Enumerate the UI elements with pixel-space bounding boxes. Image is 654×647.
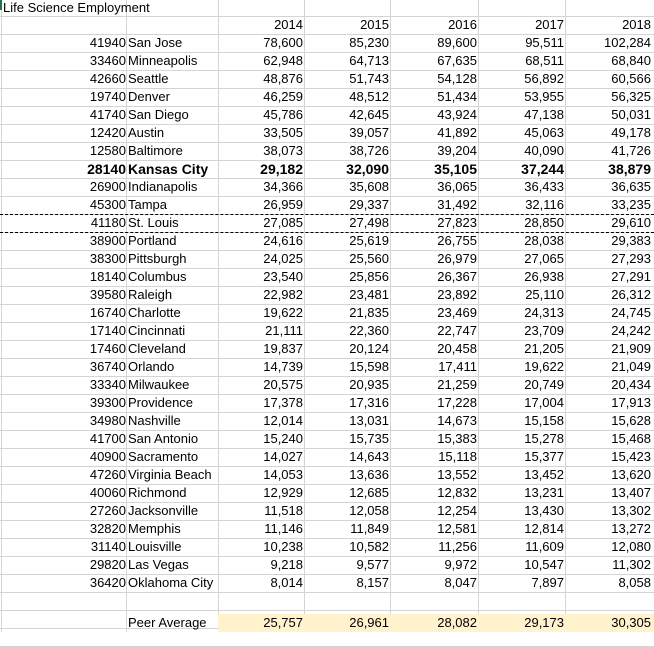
employment-value[interactable]: 95,511 xyxy=(525,35,564,50)
employment-value[interactable]: 15,118 xyxy=(438,449,477,464)
employment-value[interactable]: 56,325 xyxy=(611,89,651,104)
employment-value[interactable]: 12,080 xyxy=(611,539,651,554)
employment-value[interactable]: 51,434 xyxy=(437,89,477,104)
employment-value[interactable]: 26,312 xyxy=(611,287,651,302)
year-header[interactable]: 2018 xyxy=(622,17,651,32)
metro-code[interactable]: 26900 xyxy=(89,179,126,194)
metro-name[interactable]: Las Vegas xyxy=(128,557,189,572)
table-row xyxy=(0,88,654,106)
employment-value[interactable]: 9,218 xyxy=(270,557,303,572)
employment-value[interactable]: 14,027 xyxy=(263,449,303,464)
metro-code[interactable]: 31140 xyxy=(90,539,126,554)
metro-code[interactable]: 42660 xyxy=(89,71,126,86)
employment-value[interactable]: 21,259 xyxy=(437,377,477,392)
employment-value[interactable]: 25,560 xyxy=(349,251,389,266)
employment-value[interactable]: 68,511 xyxy=(525,53,564,68)
employment-value[interactable]: 41,726 xyxy=(611,143,651,158)
employment-value[interactable]: 15,383 xyxy=(437,431,477,446)
metro-name[interactable]: Orlando xyxy=(128,359,175,374)
employment-value[interactable]: 48,876 xyxy=(263,71,303,86)
employment-value[interactable]: 21,909 xyxy=(611,341,651,356)
employment-value[interactable]: 67,635 xyxy=(437,53,477,68)
employment-value[interactable]: 27,293 xyxy=(611,251,651,266)
metro-code[interactable]: 38300 xyxy=(89,251,126,266)
average-value[interactable]: 26,961 xyxy=(349,615,389,630)
employment-value[interactable]: 39,057 xyxy=(349,125,389,140)
employment-value[interactable]: 26,938 xyxy=(524,269,564,284)
metro-name[interactable]: Minneapolis xyxy=(128,53,198,68)
average-value[interactable]: 29,173 xyxy=(524,615,564,630)
header-row xyxy=(0,16,654,34)
average-value[interactable]: 30,305 xyxy=(611,615,651,630)
metro-code[interactable]: 45300 xyxy=(89,197,126,212)
dashed-divider xyxy=(0,214,654,215)
employment-value[interactable]: 48,512 xyxy=(349,89,389,104)
employment-value[interactable]: 37,244 xyxy=(521,161,564,177)
sheet-title[interactable]: Life Science Employment xyxy=(3,0,150,15)
employment-value[interactable]: 19,622 xyxy=(524,359,564,374)
metro-code[interactable]: 17460 xyxy=(89,341,126,356)
employment-value[interactable]: 34,366 xyxy=(263,179,303,194)
employment-value[interactable]: 50,031 xyxy=(611,107,651,122)
employment-value[interactable]: 8,047 xyxy=(444,575,477,590)
employment-value[interactable]: 68,840 xyxy=(611,53,651,68)
metro-name[interactable]: Virginia Beach xyxy=(128,467,212,482)
employment-value[interactable]: 27,291 xyxy=(611,269,651,284)
employment-value[interactable]: 35,105 xyxy=(434,161,477,177)
employment-value[interactable]: 11,146 xyxy=(264,521,303,536)
employment-value[interactable]: 11,302 xyxy=(612,557,651,572)
table-row xyxy=(0,304,654,322)
employment-value[interactable]: 8,157 xyxy=(356,575,389,590)
employment-value[interactable]: 22,360 xyxy=(349,323,389,338)
employment-value[interactable]: 14,643 xyxy=(349,449,389,464)
employment-value[interactable]: 26,755 xyxy=(437,233,477,248)
table-row xyxy=(0,322,654,340)
employment-value[interactable]: 13,272 xyxy=(611,521,651,536)
employment-value[interactable]: 25,619 xyxy=(349,233,389,248)
employment-value[interactable]: 24,025 xyxy=(263,251,303,266)
employment-value[interactable]: 29,610 xyxy=(611,215,651,230)
employment-value[interactable]: 53,955 xyxy=(524,89,564,104)
metro-name[interactable]: Oklahoma City xyxy=(128,575,214,590)
table-row xyxy=(0,340,654,358)
dashed-divider xyxy=(0,232,654,233)
employment-value[interactable]: 20,124 xyxy=(349,341,389,356)
year-header[interactable]: 2015 xyxy=(360,17,389,32)
table-row xyxy=(0,196,654,214)
employment-value[interactable]: 25,856 xyxy=(349,269,389,284)
employment-value[interactable]: 15,735 xyxy=(349,431,389,446)
employment-value[interactable]: 15,278 xyxy=(524,431,564,446)
metro-code[interactable]: 19740 xyxy=(89,89,126,104)
metro-code[interactable]: 41940 xyxy=(89,35,126,50)
employment-value[interactable]: 17,913 xyxy=(611,395,651,410)
year-header[interactable]: 2017 xyxy=(535,17,564,32)
gridline-horizontal xyxy=(0,592,654,593)
employment-value[interactable]: 20,575 xyxy=(263,377,303,392)
table-row xyxy=(0,70,654,88)
metro-name[interactable]: Denver xyxy=(128,89,170,104)
employment-value[interactable]: 12,014 xyxy=(263,413,303,428)
employment-value[interactable]: 49,178 xyxy=(611,125,651,140)
metro-name[interactable]: Baltimore xyxy=(128,143,183,158)
employment-value[interactable]: 27,498 xyxy=(349,215,389,230)
employment-value[interactable]: 29,337 xyxy=(349,197,389,212)
metro-name[interactable]: Memphis xyxy=(128,521,181,536)
employment-value[interactable]: 13,452 xyxy=(524,467,564,482)
employment-value[interactable]: 17,378 xyxy=(263,395,303,410)
employment-value[interactable]: 15,240 xyxy=(263,431,303,446)
metro-code[interactable]: 41700 xyxy=(89,431,126,446)
employment-value[interactable]: 22,747 xyxy=(437,323,477,338)
employment-value[interactable]: 28,850 xyxy=(524,215,564,230)
employment-value[interactable]: 42,645 xyxy=(349,107,389,122)
employment-value[interactable]: 36,635 xyxy=(611,179,651,194)
table-row xyxy=(0,538,654,556)
employment-value[interactable]: 20,749 xyxy=(524,377,564,392)
metro-code[interactable]: 38900 xyxy=(89,233,126,248)
employment-value[interactable]: 24,745 xyxy=(611,305,651,320)
employment-value[interactable]: 47,138 xyxy=(524,107,564,122)
employment-value[interactable]: 9,972 xyxy=(444,557,477,572)
employment-value[interactable]: 14,673 xyxy=(437,413,477,428)
employment-value[interactable]: 28,038 xyxy=(524,233,564,248)
employment-value[interactable]: 24,313 xyxy=(524,305,564,320)
table-row xyxy=(0,52,654,70)
employment-value[interactable]: 12,832 xyxy=(437,485,477,500)
employment-value[interactable]: 26,367 xyxy=(437,269,477,284)
employment-value[interactable]: 12,058 xyxy=(349,503,389,518)
employment-value[interactable]: 27,823 xyxy=(437,215,477,230)
table-row xyxy=(0,286,654,304)
metro-name[interactable]: Indianapolis xyxy=(128,179,198,194)
metro-code[interactable]: 34980 xyxy=(89,413,126,428)
metro-code[interactable]: 17140 xyxy=(89,323,126,338)
metro-code[interactable]: 40900 xyxy=(89,449,126,464)
employment-value[interactable]: 11,849 xyxy=(350,521,389,536)
employment-value[interactable]: 20,458 xyxy=(437,341,477,356)
year-header[interactable]: 2014 xyxy=(274,17,303,32)
employment-value[interactable]: 38,879 xyxy=(608,161,651,177)
table-row xyxy=(0,178,654,196)
employment-value[interactable]: 13,302 xyxy=(611,503,651,518)
employment-value[interactable]: 10,547 xyxy=(524,557,564,572)
metro-name[interactable]: Austin xyxy=(128,125,165,140)
employment-value[interactable]: 62,948 xyxy=(263,53,303,68)
metro-name[interactable]: Charlotte xyxy=(128,305,181,320)
employment-value[interactable]: 15,468 xyxy=(611,431,651,446)
employment-value[interactable]: 33,505 xyxy=(263,125,303,140)
employment-value[interactable]: 85,230 xyxy=(349,35,389,50)
table-row xyxy=(0,268,654,286)
employment-value[interactable]: 14,739 xyxy=(263,359,303,374)
metro-name[interactable]: Seattle xyxy=(128,71,169,86)
employment-value[interactable]: 27,085 xyxy=(263,215,303,230)
employment-value[interactable]: 13,620 xyxy=(611,467,651,482)
employment-value[interactable]: 46,259 xyxy=(263,89,303,104)
metro-name[interactable]: Milwaukee xyxy=(128,377,190,392)
employment-value[interactable]: 78,600 xyxy=(263,35,303,50)
employment-value[interactable]: 17,411 xyxy=(438,359,477,374)
year-header[interactable]: 2016 xyxy=(448,17,477,32)
metro-code[interactable]: 33460 xyxy=(89,53,126,68)
employment-value[interactable]: 27,065 xyxy=(524,251,564,266)
employment-value[interactable]: 21,111 xyxy=(265,323,303,338)
employment-value[interactable]: 32,090 xyxy=(346,161,389,177)
employment-value[interactable]: 36,433 xyxy=(524,179,564,194)
metro-code[interactable]: 28140 xyxy=(87,161,126,177)
employment-value[interactable]: 15,598 xyxy=(349,359,389,374)
employment-value[interactable]: 43,924 xyxy=(437,107,477,122)
employment-value[interactable]: 102,284 xyxy=(604,35,651,50)
employment-value[interactable]: 12,685 xyxy=(349,485,389,500)
metro-name[interactable]: Portland xyxy=(128,233,177,248)
employment-value[interactable]: 40,090 xyxy=(524,143,564,158)
gridline-horizontal xyxy=(0,610,654,611)
employment-value[interactable]: 39,204 xyxy=(437,143,477,158)
average-value[interactable]: 28,082 xyxy=(437,615,477,630)
employment-value[interactable]: 26,979 xyxy=(437,251,477,266)
table-row xyxy=(0,484,654,502)
table-row xyxy=(0,250,654,268)
metro-code[interactable]: 32820 xyxy=(89,521,126,536)
employment-value[interactable]: 11,518 xyxy=(264,503,303,518)
metro-name[interactable]: Tampa xyxy=(128,197,168,212)
table-row xyxy=(0,556,654,574)
metro-code[interactable]: 29820 xyxy=(89,557,126,572)
employment-value[interactable]: 12,814 xyxy=(524,521,564,536)
employment-value[interactable]: 56,892 xyxy=(524,71,564,86)
employment-value[interactable]: 25,110 xyxy=(525,287,564,302)
table-row xyxy=(0,232,654,250)
employment-value[interactable]: 21,049 xyxy=(611,359,651,374)
employment-value[interactable]: 21,835 xyxy=(349,305,389,320)
metro-name[interactable]: St. Louis xyxy=(128,215,179,230)
metro-code[interactable]: 16740 xyxy=(89,305,126,320)
metro-code[interactable]: 18140 xyxy=(89,269,126,284)
employment-value[interactable]: 15,628 xyxy=(611,413,651,428)
table-row xyxy=(0,574,654,592)
metro-name[interactable]: Pittsburgh xyxy=(128,251,187,266)
employment-value[interactable]: 64,713 xyxy=(349,53,389,68)
employment-value[interactable]: 10,582 xyxy=(349,539,389,554)
employment-value[interactable]: 8,014 xyxy=(270,575,303,590)
metro-name[interactable]: Cincinnati xyxy=(128,323,186,338)
employment-value[interactable]: 13,430 xyxy=(524,503,564,518)
employment-value[interactable]: 7,897 xyxy=(531,575,564,590)
employment-value[interactable]: 26,959 xyxy=(263,197,303,212)
employment-value[interactable]: 29,182 xyxy=(260,161,303,177)
metro-name[interactable]: Kansas City xyxy=(128,161,209,177)
employment-value[interactable]: 54,128 xyxy=(437,71,477,86)
employment-value[interactable]: 32,116 xyxy=(525,197,564,212)
employment-value[interactable]: 10,238 xyxy=(263,539,303,554)
table-row xyxy=(0,34,654,52)
metro-code[interactable]: 12580 xyxy=(89,143,126,158)
employment-value[interactable]: 21,205 xyxy=(524,341,564,356)
metro-code[interactable]: 41740 xyxy=(89,107,126,122)
employment-value[interactable]: 45,063 xyxy=(524,125,564,140)
metro-code[interactable]: 36420 xyxy=(89,575,126,590)
employment-value[interactable]: 13,407 xyxy=(611,485,651,500)
metro-name[interactable]: Providence xyxy=(128,395,194,410)
cell-selection-marker xyxy=(0,0,2,10)
metro-name[interactable]: Cleveland xyxy=(128,341,186,356)
employment-value[interactable]: 35,608 xyxy=(349,179,389,194)
employment-value[interactable]: 12,581 xyxy=(437,521,477,536)
table-row xyxy=(0,520,654,538)
table-row xyxy=(0,124,654,142)
employment-value[interactable]: 15,423 xyxy=(611,449,651,464)
employment-value[interactable]: 12,929 xyxy=(263,485,303,500)
metro-name[interactable]: Columbus xyxy=(128,269,187,284)
metro-code[interactable]: 27260 xyxy=(89,503,126,518)
employment-value[interactable]: 23,540 xyxy=(263,269,303,284)
table-row-highlighted xyxy=(0,160,654,178)
metro-name[interactable]: Raleigh xyxy=(128,287,173,302)
metro-code[interactable]: 41180 xyxy=(90,215,126,230)
average-label[interactable]: Peer Average xyxy=(128,615,207,630)
employment-value[interactable]: 89,600 xyxy=(437,35,477,50)
metro-name[interactable]: San Antonio xyxy=(128,431,199,446)
metro-name[interactable]: Sacramento xyxy=(128,449,199,464)
metro-code[interactable]: 39300 xyxy=(89,395,126,410)
employment-value[interactable]: 38,073 xyxy=(263,143,303,158)
metro-name[interactable]: San Jose xyxy=(128,35,183,50)
table-row xyxy=(0,448,654,466)
metro-code[interactable]: 33340 xyxy=(89,377,126,392)
employment-value[interactable]: 13,231 xyxy=(524,485,564,500)
employment-value[interactable]: 9,577 xyxy=(356,557,389,572)
employment-value[interactable]: 33,235 xyxy=(611,197,651,212)
table-row xyxy=(0,412,654,430)
employment-value[interactable]: 38,726 xyxy=(349,143,389,158)
employment-value[interactable]: 24,616 xyxy=(263,233,303,248)
table-row xyxy=(0,142,654,160)
employment-value[interactable]: 12,254 xyxy=(437,503,477,518)
metro-name[interactable]: Nashville xyxy=(128,413,181,428)
employment-value[interactable]: 17,316 xyxy=(349,395,389,410)
employment-value[interactable]: 23,481 xyxy=(349,287,389,302)
metro-name[interactable]: Louisville xyxy=(128,539,182,554)
employment-value[interactable]: 29,383 xyxy=(611,233,651,248)
metro-code[interactable]: 40060 xyxy=(89,485,126,500)
table-row xyxy=(0,376,654,394)
employment-value[interactable]: 13,636 xyxy=(349,467,389,482)
employment-value[interactable]: 14,053 xyxy=(263,467,303,482)
employment-value[interactable]: 19,837 xyxy=(263,341,303,356)
employment-value[interactable]: 11,256 xyxy=(438,539,477,554)
employment-value[interactable]: 23,469 xyxy=(437,305,477,320)
metro-code[interactable]: 39580 xyxy=(89,287,126,302)
table-row xyxy=(0,502,654,520)
metro-name[interactable]: Richmond xyxy=(128,485,187,500)
employment-value[interactable]: 11,609 xyxy=(525,539,564,554)
employment-value[interactable]: 15,158 xyxy=(524,413,564,428)
table-row xyxy=(0,214,654,232)
table-row xyxy=(0,394,654,412)
table-row xyxy=(0,358,654,376)
metro-name[interactable]: Jacksonville xyxy=(128,503,199,518)
employment-value[interactable]: 20,935 xyxy=(349,377,389,392)
employment-value[interactable]: 41,892 xyxy=(437,125,477,140)
employment-value[interactable]: 24,242 xyxy=(611,323,651,338)
employment-value[interactable]: 13,031 xyxy=(349,413,389,428)
average-value[interactable]: 25,757 xyxy=(263,615,303,630)
employment-value[interactable]: 19,622 xyxy=(263,305,303,320)
employment-value[interactable]: 15,377 xyxy=(524,449,564,464)
employment-value[interactable]: 13,552 xyxy=(437,467,477,482)
employment-value[interactable]: 23,709 xyxy=(524,323,564,338)
employment-value[interactable]: 22,982 xyxy=(263,287,303,302)
table-row xyxy=(0,106,654,124)
metro-code[interactable]: 12420 xyxy=(89,125,126,140)
metro-name[interactable]: San Diego xyxy=(128,107,189,122)
employment-value[interactable]: 20,434 xyxy=(611,377,651,392)
employment-value[interactable]: 23,892 xyxy=(437,287,477,302)
metro-code[interactable]: 47260 xyxy=(89,467,126,482)
employment-value[interactable]: 60,566 xyxy=(611,71,651,86)
peer-average-row xyxy=(0,614,654,632)
employment-value[interactable]: 8,058 xyxy=(618,575,651,590)
employment-value[interactable]: 36,065 xyxy=(437,179,477,194)
table-row xyxy=(0,430,654,448)
employment-value[interactable]: 17,004 xyxy=(524,395,564,410)
employment-value[interactable]: 17,228 xyxy=(437,395,477,410)
table-row xyxy=(0,466,654,484)
employment-value[interactable]: 45,786 xyxy=(263,107,303,122)
employment-value[interactable]: 51,743 xyxy=(349,71,389,86)
metro-code[interactable]: 36740 xyxy=(89,359,126,374)
employment-value[interactable]: 31,492 xyxy=(437,197,477,212)
